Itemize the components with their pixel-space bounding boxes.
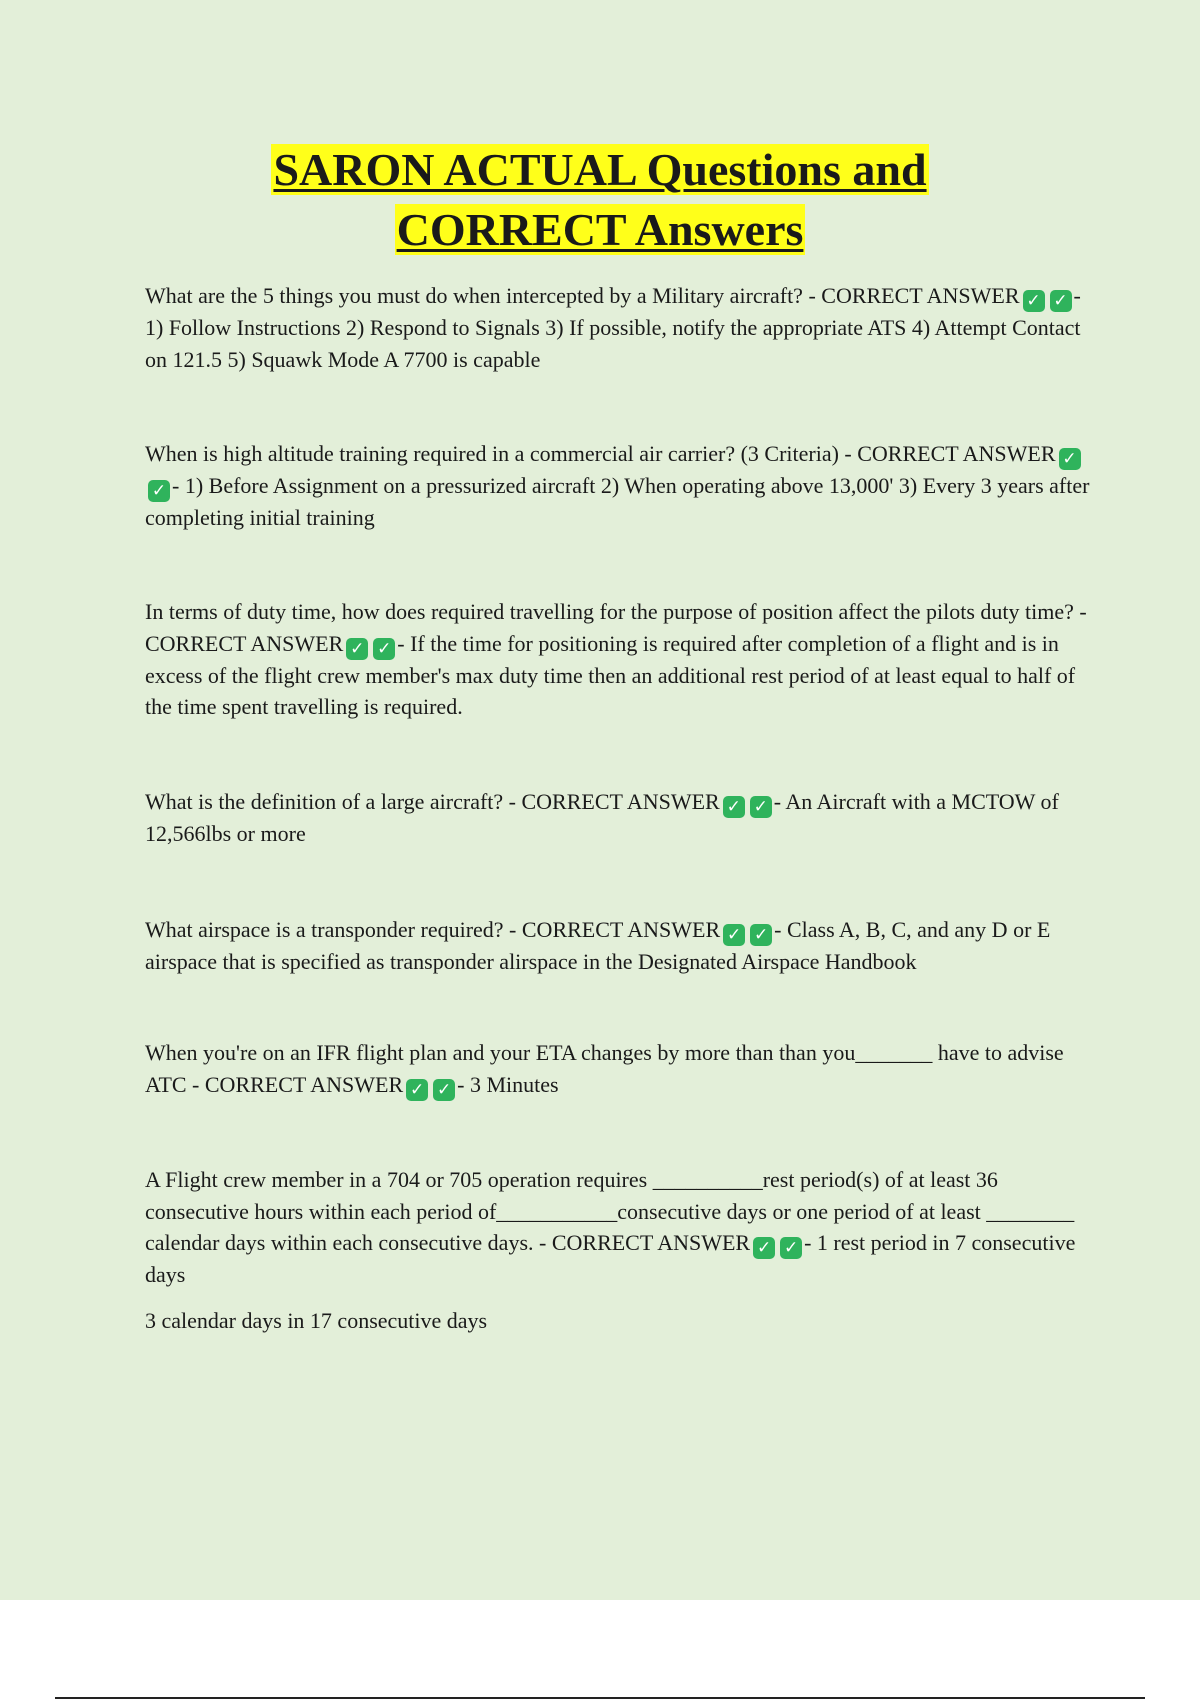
check-icon: ✓	[780, 1237, 802, 1259]
question-text: What is the definition of a large aircraft? - CORRECT ANSWER	[145, 789, 720, 814]
qa-item	[145, 786, 1095, 850]
qa-item	[145, 596, 1095, 723]
check-icon: ✓	[148, 480, 170, 502]
answer-text: - An Aircraft with a MCTOW of 12,566lbs or more	[145, 789, 1059, 846]
title-line-2: CORRECT Answers	[396, 204, 804, 255]
check-icon: ✓	[346, 638, 368, 660]
question-text: A Flight crew member in a 704 or 705 operation requires __________rest period(s) of at least 36 consecutive hours within each period of___________consecutive days or one period of at least ________ calendar days within each consecutive days. - CORRECT ANSWER	[145, 1167, 1075, 1255]
check-icon: ✓	[723, 924, 745, 946]
check-icon: ✓	[406, 1079, 428, 1101]
check-icon: ✓	[1023, 290, 1045, 312]
check-icon: ✓	[750, 924, 772, 946]
qa-item	[145, 280, 1095, 375]
qa-item	[145, 1037, 1095, 1101]
answer-text: - If the time for positioning is required after completion of a flight and is in excess of the flight crew member's max duty time then an additional rest period of at least equal to half of the time spent travelling is required.	[145, 630, 1076, 719]
answer-text: - 1) Before Assignment on a pressurized aircraft 2) When operating above 13,000' 3) Every 3 years after completing initial training	[145, 473, 1090, 530]
check-icon: ✓	[753, 1237, 775, 1259]
qa-item	[145, 914, 1095, 978]
question-text: What airspace is a transponder required? - CORRECT ANSWER	[145, 917, 721, 942]
document-title	[0, 140, 1200, 260]
title-line-1: SARON ACTUAL Questions and	[273, 144, 927, 195]
check-icon: ✓	[1050, 290, 1072, 312]
answer-text: - 1) Follow Instructions 2) Respond to Signals 3) If possible, notify the appropriate ATS 4) Attempt Contact on 121.5 5) Squawk Mode A 7700 is capable	[145, 283, 1081, 372]
qa-item	[145, 438, 1095, 534]
question-text: When you're on an IFR flight plan and your ETA changes by more than than you_______ have to advise ATC - CORRECT ANSWER	[145, 1040, 1064, 1097]
check-icon: ✓	[373, 638, 395, 660]
check-icon: ✓	[433, 1079, 455, 1101]
footer-divider	[55, 1697, 1145, 1699]
qa-item	[145, 1164, 1095, 1291]
check-icon: ✓	[750, 796, 772, 818]
answer-text: - Class A, B, C, and any D or E airspace that is specified as transponder alirspace in the Designated Airspace Handbook	[145, 917, 1051, 974]
check-icon: ✓	[723, 796, 745, 818]
answer-text: - 1 rest period in 7 consecutive days	[145, 1230, 1076, 1287]
question-text: What are the 5 things you must do when intercepted by a Military aircraft? - CORRECT ANSWER	[145, 283, 1020, 308]
question-text: When is high altitude training required in a commercial air carrier? (3 Criteria) - CORRECT ANSWER	[145, 441, 1056, 466]
extra-answer-line: 3 calendar days in 17 consecutive days	[145, 1308, 488, 1333]
answer-text: - 3 Minutes	[457, 1071, 559, 1097]
question-text: In terms of duty time, how does required travelling for the purpose of position affect the pilots duty time? - CORRECT ANSWER	[145, 599, 1087, 656]
check-icon: ✓	[1059, 448, 1081, 470]
